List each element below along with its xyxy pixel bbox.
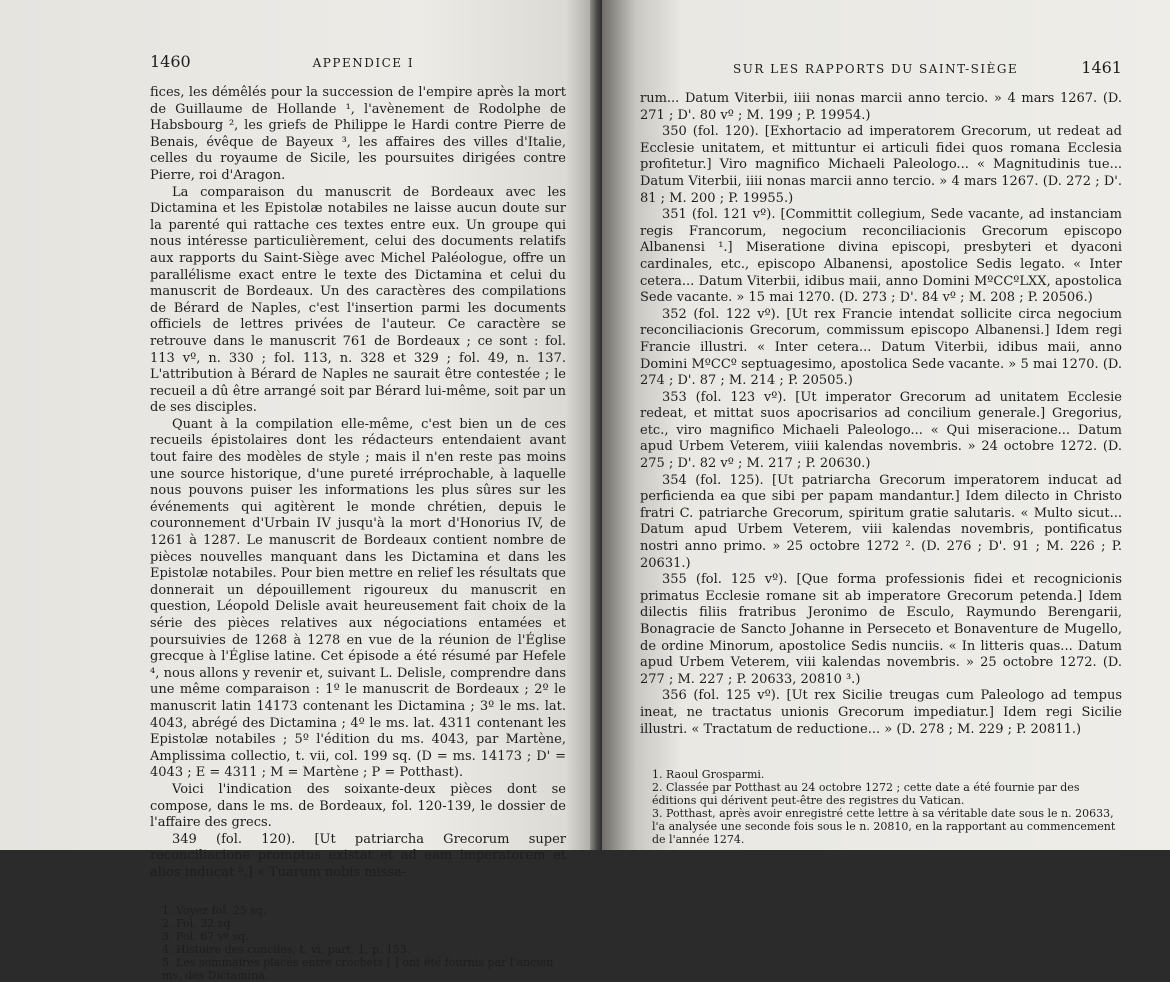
paragraph: 356 (fol. 125 vº). [Ut rex Sicilie treugas cum Paleologo ad tempus ineat, ne tractatus unionis Grecorum impediatur.] Idem regi Sicilie illustri. « Tractatum de reductione... » (D. 278 ; M. 229 ; P. 20811.) <box>640 688 1122 737</box>
paragraph: 352 (fol. 122 vº). [Ut rex Francie intendat sollicite circa negocium reconciliacionis Grecorum, commissum episcopo Albanensi.] Idem regi Francie illustri. « Inter cetera... Datum Viterbii, idibus maii, anno Domini MºCCº septuagesimo, apostolica Sede vacante. » 5 mai 1270. (D. 274 ; D'. 87 ; M. 214 ; P. 20505.) <box>640 306 1122 389</box>
right-page <box>602 0 1170 850</box>
left-page-body <box>150 85 566 882</box>
footnote: 2. Fol. 32 sq. <box>162 916 234 930</box>
paragraph: La comparaison du manuscrit de Bordeaux avec les Dictamina et les Epistolæ notabiles ne laisse aucun doute sur la parenté qui rattache ces textes entre eux. Un groupe qui nous intéresse particulièrement, celui des documents relatifs aux rapports du Saint-Siège avec Michel Paléologue, offre un parallélisme exact entre le texte des Dictamina et celui du manuscrit de Bordeaux. Un des caractères des compilations de Bérard de Naples, c'est l'insertion parmi les documents officiels de lettres privées de l'auteur. Ce caractère se retrouve dans le manuscrit 761 de Bordeaux ; ce sont : fol. 113 vº, n. 330 ; fol. 113, n. 328 et 329 ; fol. 49, n. 137. L'attribution à Bérard de Naples ne saurait être contestée ; le recueil a dû être arrangé soit par Bérard lui-même, soit par un de ses disciples. <box>150 184 566 416</box>
footnote: 4. Histoire des conciles, t. vi, part. 1, p. 153. <box>162 942 411 956</box>
footnote: 1. Raoul Grosparmi. <box>652 768 765 782</box>
footnote: 3. Potthast, après avoir enregistré cette lettre à sa véritable date sous le n. 20633, l'a analysée une seconde fois sous le n. 20810, en la rapportant au commencement de l'année 1274. <box>652 807 1116 847</box>
paragraph: rum... Datum Viterbii, iiii nonas marcii anno tercio. » 4 mars 1267. (D. 271 ; D'. 80 vº ; M. 199 ; P. 19954.) <box>640 91 1122 123</box>
page-number: 1460 <box>150 52 191 71</box>
paragraph: fices, les démêlés pour la succession de l'empire après la mort de Guillaume de Hollande ¹, l'avènement de Rodolphe de Habsbourg ², les griefs de Philippe le Hardi contre Pierre de Benais, évêque de Bayeux ³, les affaires des villes d'Italie, celles du royaume de Sicile, les poursuites dirigées contre Pierre, roi d'Aragon. <box>150 85 566 183</box>
running-head: SUR LES RAPPORTS DU SAINT-SIÈGE <box>733 62 1019 76</box>
right-page-body <box>640 91 1122 738</box>
footnote: 3. Fol. 67 vº sq. <box>162 929 249 943</box>
paragraph: 354 (fol. 125). [Ut patriarcha Grecorum imperatorem inducat ad perficienda ea que sibi per papam mandantur.] Idem dilecto in Christo fratri C. patriarche Grecorum, spiritum gratie salutaris. « Multo sicut... Datum apud Urbem Veterem, viii kalendas novembris, pontificatus nostri anno primo. » 25 octobre 1272 ². (D. 276 ; D'. 91 ; M. 226 ; P. 20631.) <box>640 472 1122 571</box>
paragraph: 353 (fol. 123 vº). [Ut imperator Grecorum ad unitatem Ecclesie redeat, et mittat suos apocrisarios ad concilium generale.] Gregorius, etc., viro magnifico Michaeli Paleologo... « Qui miseracione... Datum apud Urbem Veterem, viiii kalendas novembris. » 24 octobre 1272. (D. 275 ; D'. 82 vº ; M. 217 ; P. 20630.) <box>640 389 1122 472</box>
paragraph: Quant à la compilation elle-même, c'est bien un de ces recueils épistolaires dont les rédacteurs entendaient avant tout faire des modèles de style ; mais il n'en reste pas moins une source historique, d'une pureté irréprochable, à laquelle nous pouvons puiser les informations les plus sûres sur les événements qui agitèrent le monde chrétien, depuis le couronnement d'Urbain IV jusqu'à la mort d'Honorius IV, de 1261 à 1287. Le manuscrit de Bordeaux contient nombre de pièces nouvelles manquant dans les Dictamina et dans les Epistolæ notabiles. Pour bien mettre en relief les résultats que donnerait un dépouillement rigoureux du manuscrit en question, Léopold Delisle avait heureusement fait choix de la série des pièces relatives aux négociations entamées et poursuivies de 1268 à 1278 en vue de la réunion de l'Église grecque à l'Église latine. Cet épisode a été résumé par Hefele ⁴, nous allons y revenir et, suivant L. Delisle, comprendre dans une même comparaison : 1º le manuscrit de Bordeaux ; 2º le manuscrit latin 14173 contenant les Dictamina ; 3º le ms. lat. 4043, abrégé des Dictamina ; 4º le ms. lat. 4311 contenant les Epistolæ notabiles ; 5º l'édition du ms. 4043, par Martène, Amplissima collectio, t. vii, col. 199 sq. (D = ms. 14173 ; D' = 4043 ; E = 4311 ; M = Martène ; P = Potthast). <box>150 416 566 781</box>
footnote: 1. Voyez fol. 25 sq. <box>162 903 267 917</box>
footnote: 5. Les sommaires placés entre crochets [ ] ont été fournis par l'ancien ms. des Dictamina. <box>162 955 554 982</box>
footnotes <box>150 904 566 982</box>
paragraph: Voici l'indication des soixante-deux pièces dont se compose, dans le ms. de Bordeaux, fol. 120-139, le dossier de l'affaire des grecs. <box>150 781 566 831</box>
paragraph: 350 (fol. 120). [Exhortacio ad imperatorem Grecorum, ut redeat ad Ecclesie unitatem, et mittuntur ei articuli fidei quos romana Ecclesia profitetur.] Viro magnifico Michaeli Paleologo... « Magnitudinis tue... Datum Viterbii, iiii nonas marcii anno tercio. » 4 mars 1267. (D. 272 ; D'. 81 ; M. 200 ; P. 19955.) <box>640 124 1122 206</box>
paragraph: 355 (fol. 125 vº). [Que forma professionis fidei et recognicionis primatus Ecclesie romane sit ab imperatore Grecorum petenda.] Idem dilectis filiis fratribus Jeronimo de Esculo, Raymundo Berengarii, Bonagracie de Sancto Johanne in Perseceto et Bonaventure de Mugello, de ordine Minorum, apostolice Sedis nunciis. « In litteris quas... Datum apud Urbem Veterem, viii kalendas novembris. » 25 octobre 1272. (D. 277 ; M. 227 ; P. 20633, 20810 ³.) <box>640 572 1122 687</box>
paragraph: 349 (fol. 120). [Ut patriarcha Grecorum super reconciliacione promptus existat et ad eam imperatorem et alios inducat ⁵.] « Tuarum nobis missa- <box>150 831 566 880</box>
left-page-header <box>150 52 566 71</box>
running-head: APPENDICE I <box>312 56 415 70</box>
right-page-header <box>640 58 1122 77</box>
footnote: 2. Classée par Potthast au 24 octobre 1272 ; cette date a été fournie par des éditions qui dérivent peut-être des registres du Vatican. <box>652 781 1080 808</box>
page-number: 1461 <box>1081 58 1122 77</box>
footnotes <box>640 768 1122 846</box>
paragraph: 351 (fol. 121 vº). [Committit collegium, Sede vacante, ad instanciam regis Francorum, negocium reconciliacionis Grecorum episcopo Albanensi ¹.] Miseratione divina episcopi, presbyteri et dyaconi cardinales, etc., episcopo Albanensi, apostolice Sedis legato. « Inter cetera... Datum Viterbii, idibus maii, anno Domini MºCCºLXX, apostolica Sede vacante. » 15 mai 1270. (D. 273 ; D'. 84 vº ; M. 208 ; P. 20506.) <box>640 207 1122 306</box>
